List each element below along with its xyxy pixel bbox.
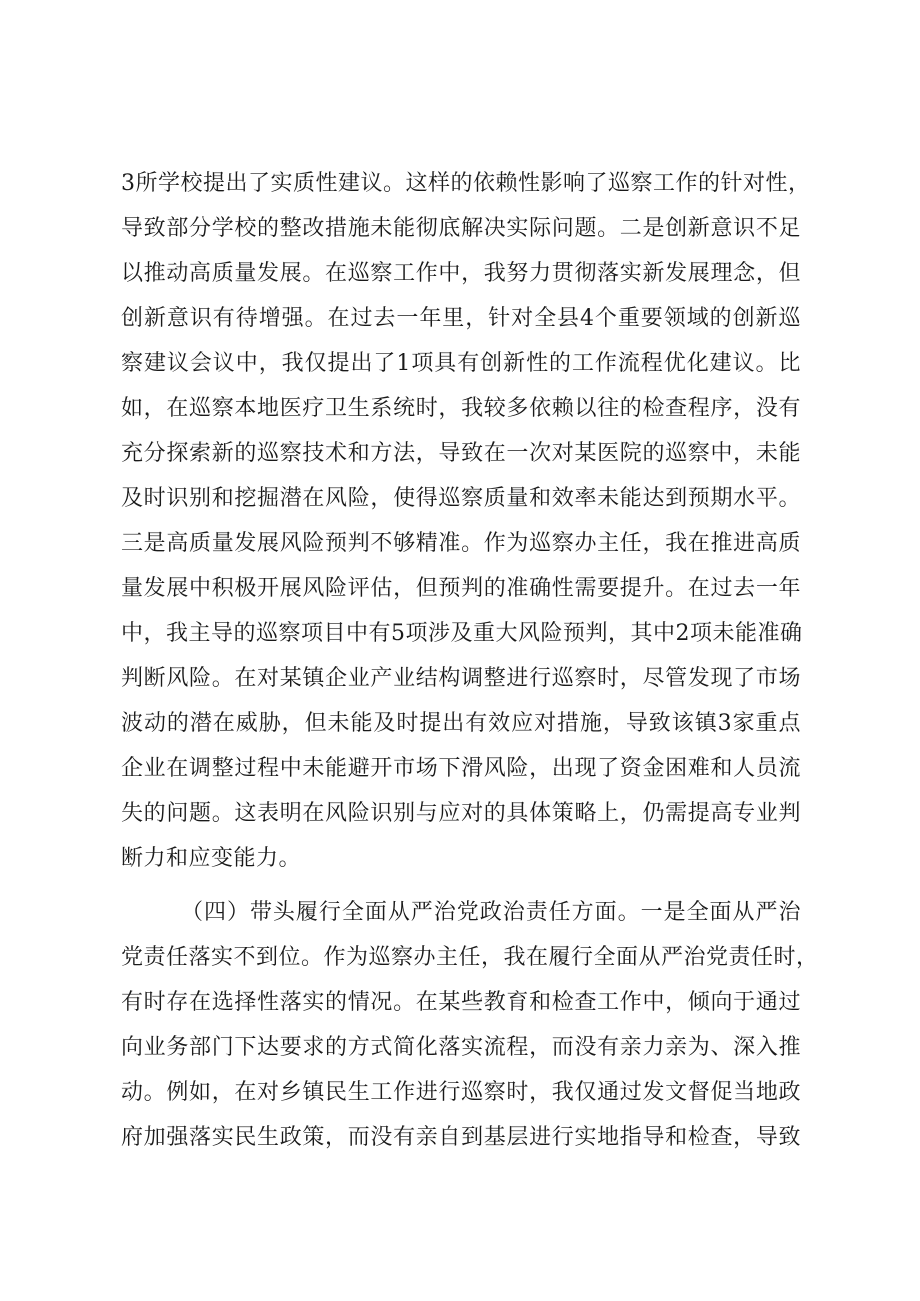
text-line: 判断风险。在对某镇企业产业结构调整进行巡察时，尽管发现了市场 [121, 666, 801, 691]
text-line: 导致部分学校的整改措施未能彻底解决实际问题。二是创新意识不足 [121, 216, 801, 241]
text-line: 企业在调整过程中未能避开市场下滑风险，出现了资金困难和人员流 [121, 756, 801, 781]
text-line: 察建议会议中，我仅提出了1项具有创新性的工作流程优化建议。比 [121, 351, 801, 376]
text-line: 以推动高质量发展。在巡察工作中，我努力贯彻落实新发展理念，但 [121, 261, 801, 286]
text-line: 动。例如，在对乡镇民生工作进行巡察时，我仅通过发文督促当地政 [121, 1080, 801, 1105]
text-line: 断力和应变能力。 [121, 846, 302, 871]
text-line: 如，在巡察本地医疗卫生系统时，我较多依赖以往的检查程序，没有 [121, 396, 801, 421]
text-line: 向业务部门下达要求的方式简化落实流程，而没有亲力亲为、深入推 [121, 1035, 801, 1060]
text-line: 失的问题。这表明在风险识别与应对的具体策略上，仍需提高专业判 [121, 801, 801, 826]
paragraph-1 [121, 161, 811, 881]
text-line: 党责任落实不到位。作为巡察办主任，我在履行全面从严治党责任时， [121, 945, 819, 970]
text-line: 创新意识有待增强。在过去一年里，针对全县4个重要领域的创新巡 [121, 306, 801, 331]
text-line: 波动的潜在威胁，但未能及时提出有效应对措施，导致该镇3家重点 [121, 711, 801, 736]
document-body [121, 161, 819, 1160]
section-heading-line: （四）带头履行全面从严治党政治责任方面。一是全面从严治 [181, 900, 801, 925]
text-line: 及时识别和挖掘潜在风险，使得巡察质量和效率未能达到预期水平。 [121, 486, 801, 511]
text-line: 量发展中积极开展风险评估，但预判的准确性需要提升。在过去一年 [121, 576, 801, 601]
text-line: 充分探索新的巡察技术和方法，导致在一次对某医院的巡察中，未能 [121, 441, 801, 466]
text-line: 三是高质量发展风险预判不够精准。作为巡察办主任，我在推进高质 [121, 531, 801, 556]
text-line: 3所学校提出了实质性建议。这样的依赖性影响了巡察工作的针对性， [121, 171, 811, 196]
text-line: 中，我主导的巡察项目中有5项涉及重大风险预判，其中2项未能准确 [121, 621, 803, 646]
text-line: 府加强落实民生政策，而没有亲自到基层进行实地指导和检查，导致 [121, 1125, 801, 1150]
paragraph-2 [121, 890, 819, 1160]
text-line: 有时存在选择性落实的情况。在某些教育和检查工作中，倾向于通过 [121, 990, 801, 1015]
